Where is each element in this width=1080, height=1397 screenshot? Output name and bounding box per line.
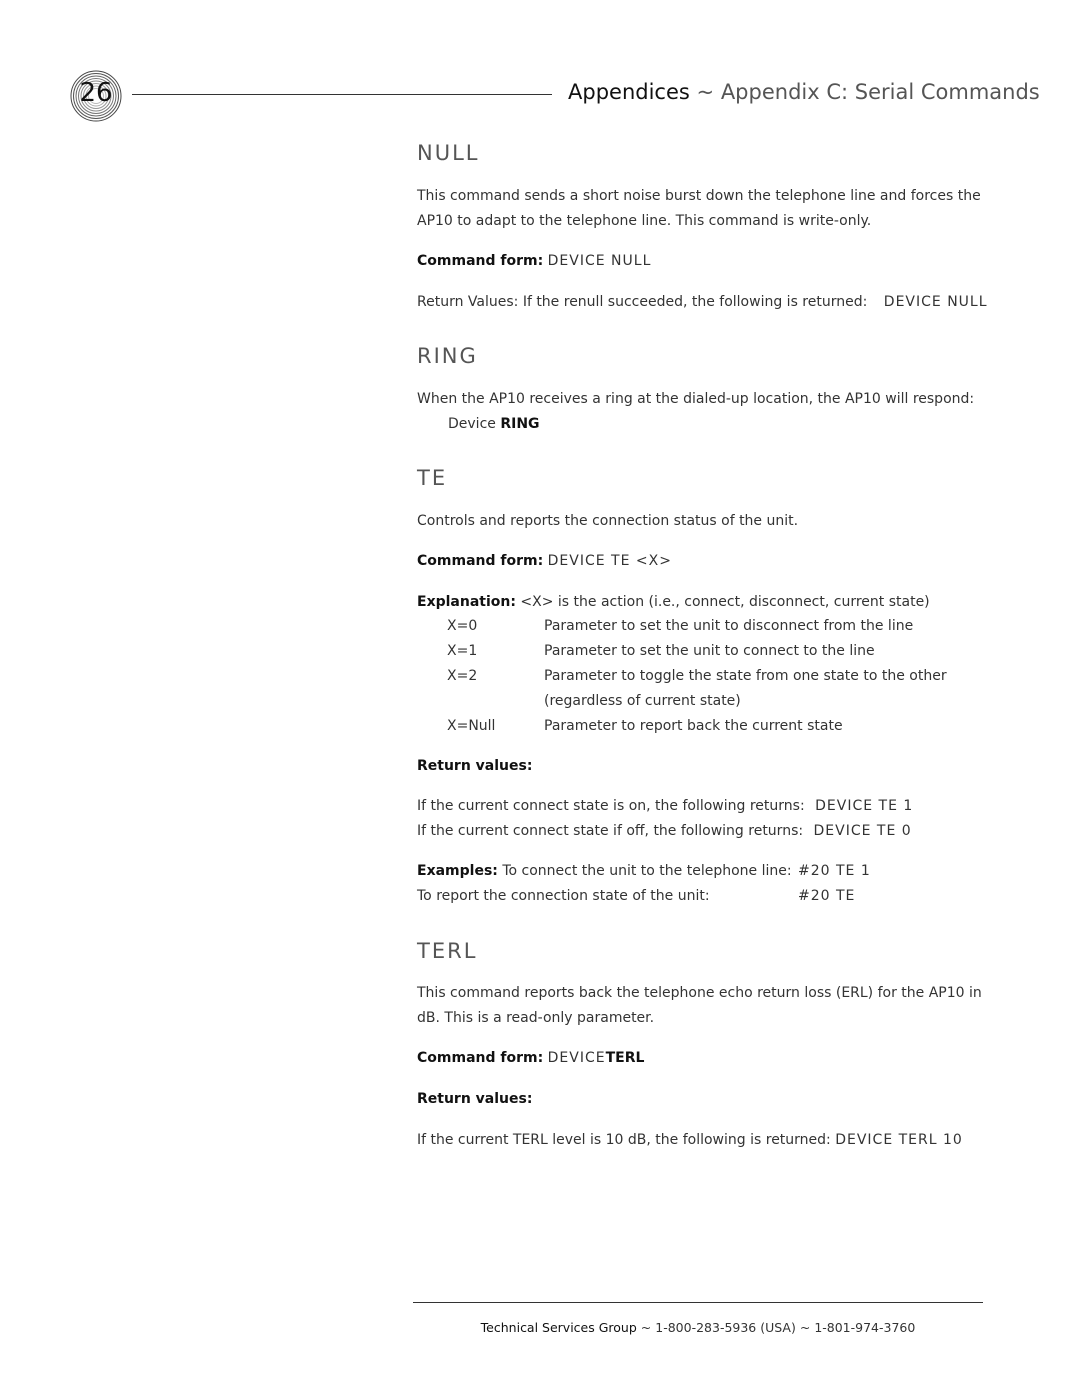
null-heading: NULL (417, 141, 480, 165)
ring-response-bold: RING (500, 416, 540, 432)
te-command-value: DEVICE TE <X> (547, 553, 672, 569)
footer-phone-usa: 1-800-283-5936 (USA) (655, 1320, 796, 1335)
terl-command-prefix: DEVICE (547, 1050, 606, 1066)
page-header-title (568, 80, 1040, 104)
null-command-value: DEVICE NULL (547, 253, 652, 269)
te-param-key: X=0 (447, 618, 478, 634)
terl-command-form (417, 1046, 644, 1071)
terl-return-line (417, 1128, 963, 1153)
footer-separator: ~ (640, 1320, 652, 1335)
null-command-form (417, 249, 651, 274)
te-example-text: To report the connection state of the unit: (417, 888, 710, 904)
null-description-line1: This command sends a short noise burst down the telephone line and forces the (417, 188, 981, 204)
ring-description: When the AP10 receives a ring at the dialed-up location, the AP10 will respond: (417, 391, 975, 407)
page-number: 26 (79, 78, 113, 108)
terl-return-value: DEVICE TERL 10 (835, 1132, 963, 1148)
ring-response (448, 412, 540, 437)
terl-heading: TERL (417, 939, 478, 963)
footer-label: Technical Services Group (480, 1320, 637, 1335)
header-subsection: Appendix C: Serial Commands (720, 80, 1040, 104)
te-explanation-label: Explanation: (417, 594, 516, 610)
te-return-value2: DEVICE TE 0 (813, 823, 912, 839)
header-separator: ~ (696, 80, 715, 104)
te-description: Controls and reports the connection status of the unit. (417, 513, 799, 529)
footer-rule (413, 1302, 983, 1303)
te-return-text1: If the current connect state is on, the following returns: (417, 798, 805, 814)
null-command-label: Command form: (417, 253, 544, 269)
footer (413, 1320, 983, 1335)
te-command-label: Command form: (417, 553, 544, 569)
te-heading: TE (417, 466, 448, 490)
te-return-value1: DEVICE TE 1 (815, 798, 914, 814)
te-explanation-text: <X> is the action (i.e., connect, disconnect, current state) (520, 594, 930, 610)
te-examples-label: Examples: (417, 863, 498, 879)
te-command-form (417, 549, 672, 574)
te-param-key: X=2 (447, 668, 478, 684)
header-section: Appendices (568, 80, 690, 104)
te-explanation (417, 590, 930, 615)
footer-phone-intl: 1-801-974-3760 (814, 1320, 916, 1335)
te-return-line2 (417, 819, 912, 844)
te-example-row (417, 859, 977, 884)
te-return-line1 (417, 794, 913, 819)
terl-command-bold: TERL (605, 1050, 645, 1066)
te-example-text: To connect the unit to the telephone line: (502, 863, 792, 879)
ring-response-prefix: Device (448, 416, 496, 432)
terl-return-text: If the current TERL level is 10 dB, the following is returned: (417, 1132, 831, 1148)
te-param-value: (regardless of current state) (544, 693, 741, 709)
te-example-code: #20 TE (798, 888, 856, 904)
null-return-text: Return Values: If the renull succeeded, the following is returned: (417, 294, 868, 310)
ring-heading: RING (417, 344, 478, 368)
terl-command-label: Command form: (417, 1050, 544, 1066)
te-param-value: Parameter to toggle the state from one state to the other (544, 668, 947, 684)
null-return-values (417, 290, 988, 315)
header-rule (132, 94, 552, 95)
te-param-key: X=1 (447, 643, 478, 659)
te-param-value: Parameter to set the unit to connect to the line (544, 643, 875, 659)
te-example-code: #20 TE 1 (798, 863, 871, 879)
te-param-value: Parameter to set the unit to disconnect from the line (544, 618, 914, 634)
terl-description-line1: This command reports back the telephone echo return loss (ERL) for the AP10 in (417, 985, 982, 1001)
terl-return-label: Return values: (417, 1091, 533, 1107)
te-return-text2: If the current connect state if off, the following returns: (417, 823, 804, 839)
te-return-label: Return values: (417, 758, 533, 774)
te-param-key: X=Null (447, 718, 496, 734)
te-example-row (417, 884, 977, 909)
null-description-line2: AP10 to adapt to the telephone line. This command is write-only. (417, 213, 872, 229)
te-param-value: Parameter to report back the current state (544, 718, 843, 734)
terl-description-line2: dB. This is a read-only parameter. (417, 1010, 655, 1026)
footer-separator: ~ (799, 1320, 811, 1335)
null-return-value: DEVICE NULL (883, 294, 988, 310)
